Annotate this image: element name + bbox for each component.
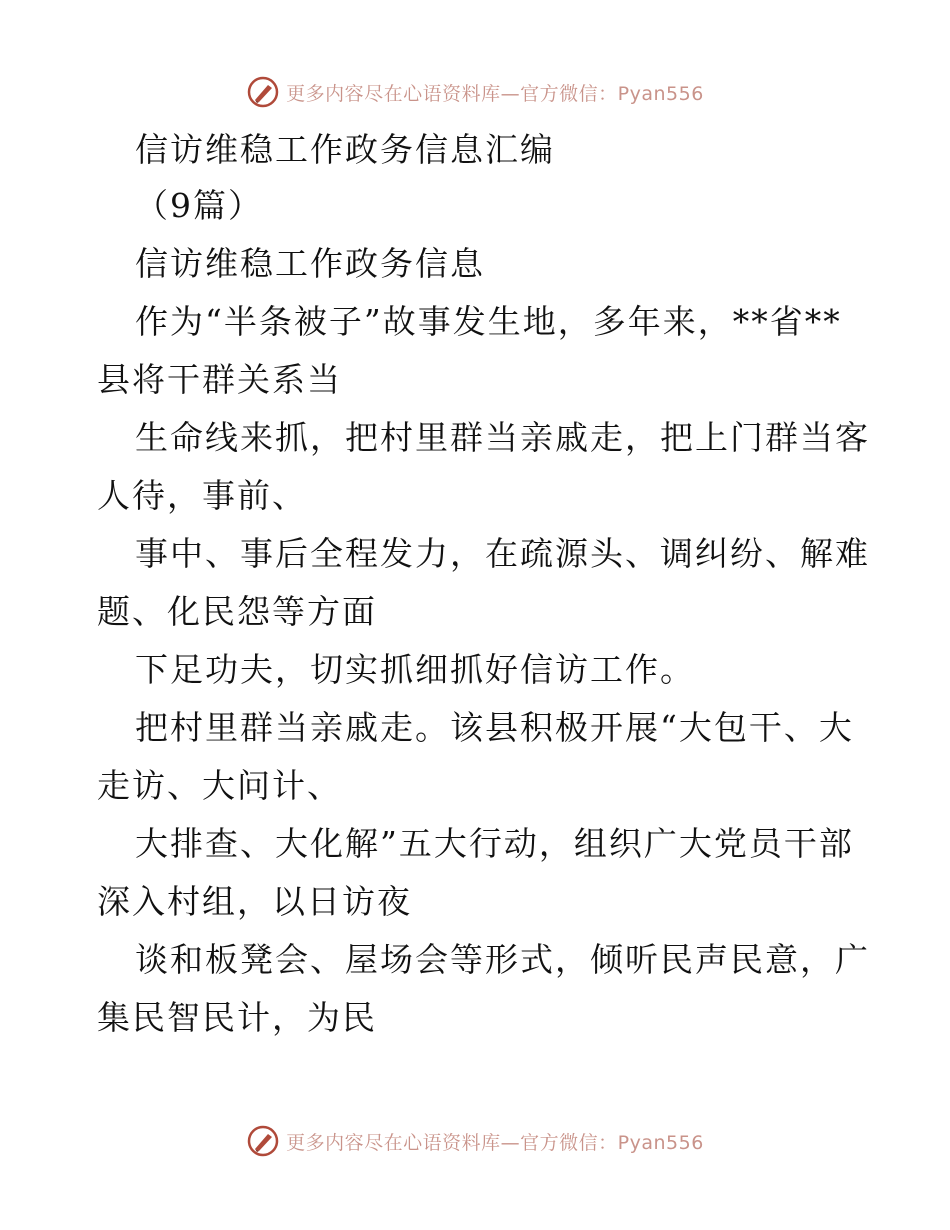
- paragraph-line: 深入村组，以日访夜: [97, 882, 412, 921]
- paragraph-line: 集民智民计，为民: [97, 998, 377, 1037]
- paragraph-line: 把村里群当亲戚走。该县积极开展“大包干、大: [135, 708, 854, 747]
- paragraph-line: 作为“半条被子”故事发生地，多年来，**省**: [135, 302, 842, 341]
- footer-watermark: [0, 1121, 950, 1161]
- paragraph-line: 题、化民怨等方面: [97, 592, 377, 631]
- paragraph-line: 谈和板凳会、屋场会等形式，倾听民声民意，广: [135, 940, 870, 979]
- document-title: 信访维稳工作政务信息汇编: [135, 130, 555, 169]
- paragraph-line: 县将干群关系当: [97, 360, 342, 399]
- header-watermark: [0, 72, 950, 112]
- document-subtitle: （9篇）: [135, 186, 263, 225]
- paragraph-line: 大排查、大化解”五大行动，组织广大党员干部: [135, 824, 854, 863]
- paragraph-line: 生命线来抓，把村里群当亲戚走，把上门群当客: [135, 418, 870, 457]
- section-heading: 信访维稳工作政务信息: [135, 244, 485, 283]
- paragraph-line: 下足功夫，切实抓细抓好信访工作。: [135, 650, 695, 689]
- watermark-text: 更多内容尽在心语资料库—官方微信：Pyan556: [286, 82, 704, 105]
- paragraph-line: 人待，事前、: [97, 476, 307, 515]
- pen-circle-logo-icon: [246, 75, 280, 109]
- paragraph-line: 走访、大问计、: [97, 766, 342, 805]
- pen-circle-logo-icon: [246, 1124, 280, 1158]
- paragraph-line: 事中、事后全程发力，在疏源头、调纠纷、解难: [135, 534, 870, 573]
- watermark-text: 更多内容尽在心语资料库—官方微信：Pyan556: [286, 1131, 704, 1154]
